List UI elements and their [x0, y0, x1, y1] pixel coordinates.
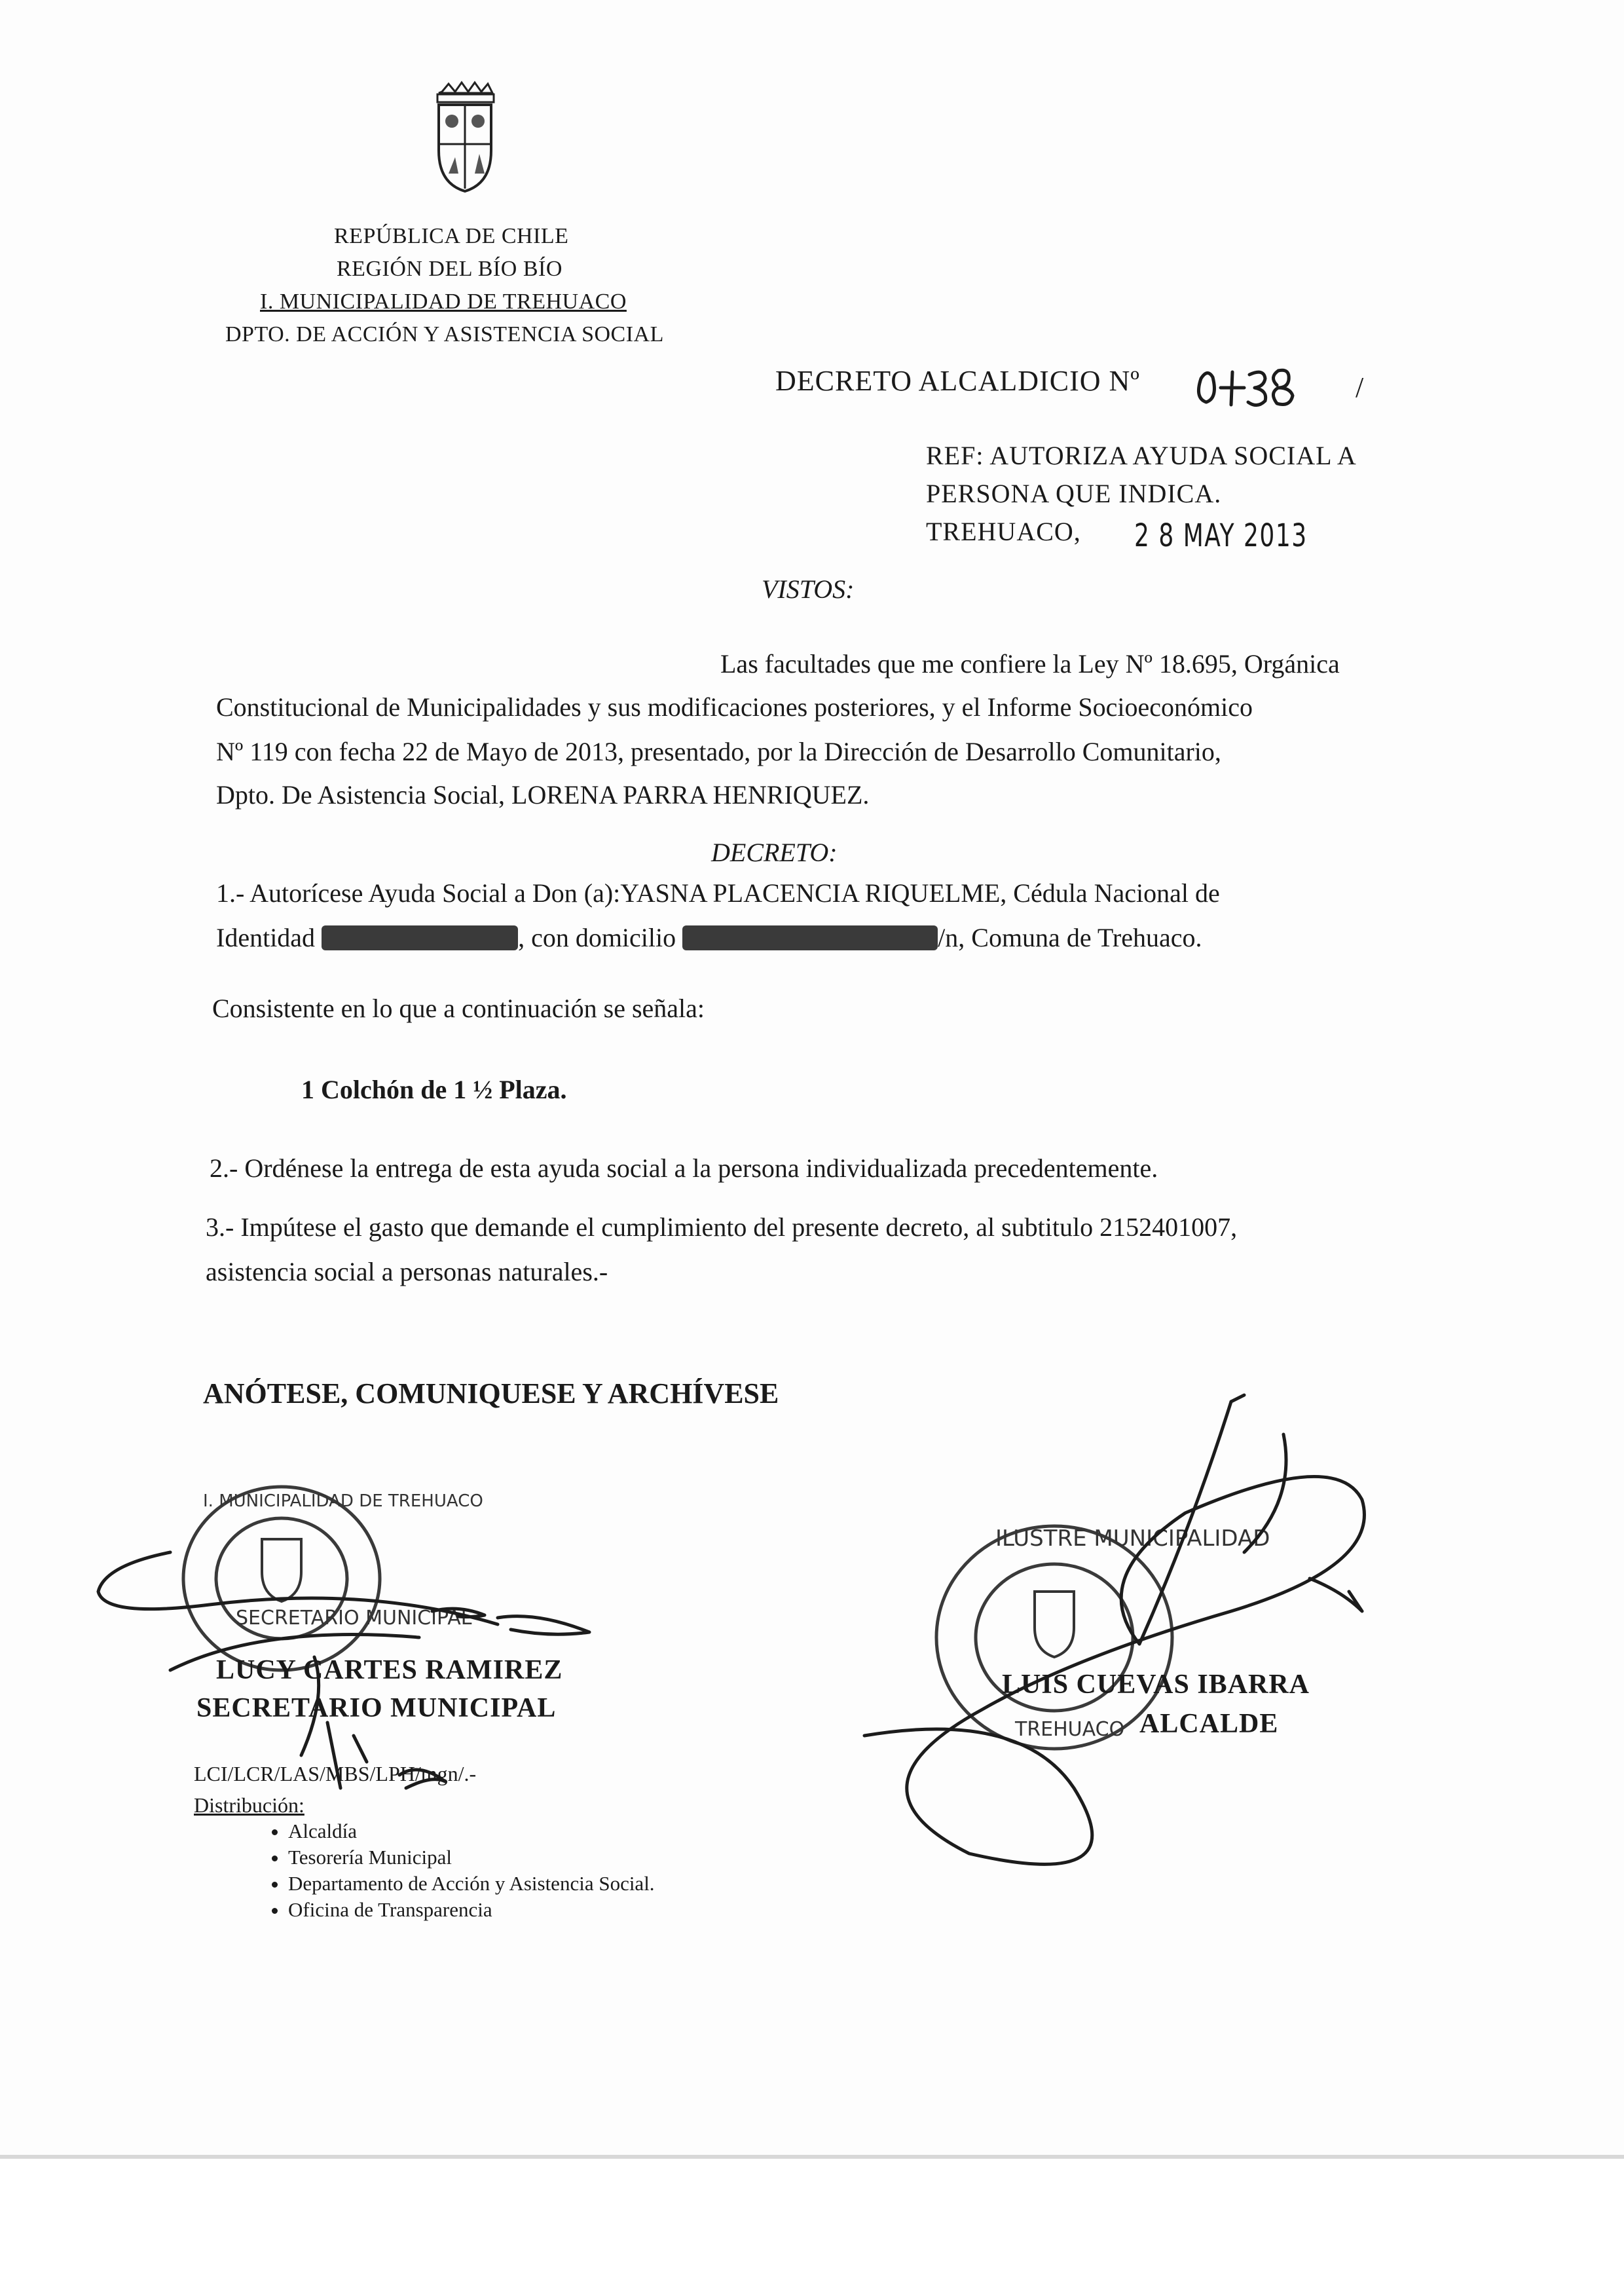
scan-edge — [0, 2155, 1624, 2159]
alcalde-title: ALCALDE — [1139, 1709, 1279, 1739]
redacted-id — [322, 925, 518, 950]
distribution-item: • Tesorería Municipal — [288, 1846, 655, 1869]
item3-line-2: asistencia social a personas naturales.- — [206, 1257, 608, 1286]
vistos-line-2: Constitucional de Municipalidades y sus modificaciones posteriores, y el Informe Socioeconómico — [216, 692, 1253, 722]
decreto-label: DECRETO: — [711, 838, 838, 867]
domicilio-label: , con domicilio — [518, 923, 676, 952]
stamp-right-bottom: TREHUACO — [1015, 1718, 1125, 1741]
item1-line-1: 1.- Autorícese Ayuda Social a Don (a):YASNA PLACENCIA RIQUELME, Cédula Nacional de — [216, 878, 1220, 908]
vistos-line-1: Las facultades que me confiere la Ley Nº 18.695, Orgánica — [720, 649, 1340, 679]
vistos-line-4: Dpto. De Asistencia Social, LORENA PARRA HENRIQUEZ. — [216, 780, 870, 810]
item1-line-2: Identidad , con domicilio /n, Comuna de Trehuaco. — [216, 923, 1202, 952]
stamp-left-ring: I. MUNICIPALIDAD DE TREHUACO — [203, 1491, 483, 1511]
vistos-label: VISTOS: — [762, 574, 855, 604]
comuna-label: n, Comuna de Trehuaco. — [945, 923, 1202, 952]
distribution-item: • Departamento de Acción y Asistencia Social. — [288, 1872, 655, 1895]
handwritten-decree-number — [1192, 359, 1310, 411]
header-departamento: DPTO. DE ACCIÓN Y ASISTENCIA SOCIAL — [225, 322, 664, 346]
consistente-line: Consistente en lo que a continuación se señala: — [212, 994, 705, 1023]
alcalde-name: LUIS CUEVAS IBARRA — [1002, 1670, 1310, 1700]
header-region: REGIÓN DEL BÍO BÍO — [337, 257, 563, 281]
distribution-item: • Alcaldía — [288, 1819, 655, 1843]
secretario-name: LUCY CARTES RAMIREZ — [216, 1655, 563, 1685]
decree-title: DECRETO ALCALDICIO Nº — [775, 365, 1140, 397]
secretario-title: SECRETARIO MUNICIPAL — [196, 1693, 557, 1723]
alcalde-signature — [733, 1395, 1454, 1893]
initials-line: LCI/LCR/LAS/MBS/LPH/mgn/.- — [194, 1762, 477, 1785]
closing-formula: ANÓTESE, COMUNIQUESE Y ARCHÍVESE — [203, 1377, 779, 1409]
header-republica: REPÚBLICA DE CHILE — [334, 224, 569, 248]
decree-slash: / — [1356, 371, 1365, 403]
ref-line-1: REF: AUTORIZA AYUDA SOCIAL A — [926, 441, 1357, 470]
aid-item: 1 Colchón de 1 ½ Plaza. — [301, 1075, 567, 1104]
distribution-item: • Oficina de Transparencia — [288, 1898, 655, 1922]
distribucion-label: Distribución: — [194, 1793, 304, 1817]
place: TREHUACO, — [926, 517, 1081, 546]
header-municipalidad: I. MUNICIPALIDAD DE TREHUACO — [260, 289, 627, 314]
distribution-list — [242, 1819, 655, 1924]
coat-of-arms-icon — [419, 79, 511, 196]
item3-line-1: 3.- Impútese el gasto que demande el cumplimiento del presente decreto, al subtitulo 2152401007, — [206, 1212, 1238, 1242]
item2-line: 2.- Ordénese la entrega de esta ayuda social a la persona individualizada precedentemente. — [210, 1153, 1158, 1183]
date-stamp: 2 8 MAY 2013 — [1134, 517, 1308, 554]
redacted-address — [682, 925, 938, 950]
vistos-line-3: Nº 119 con fecha 22 de Mayo de 2013, presentado, por la Dirección de Desarrollo Comunitario, — [216, 737, 1221, 766]
stamp-left-center: SECRETARIO MUNICIPAL — [236, 1607, 472, 1630]
identidad-label: Identidad — [216, 923, 316, 952]
decree-number-text: 0438 — [1192, 359, 1193, 360]
ref-line-2: PERSONA QUE INDICA. — [926, 479, 1222, 508]
stamp-right-ring: ILUSTRE MUNICIPALIDAD — [995, 1525, 1270, 1552]
